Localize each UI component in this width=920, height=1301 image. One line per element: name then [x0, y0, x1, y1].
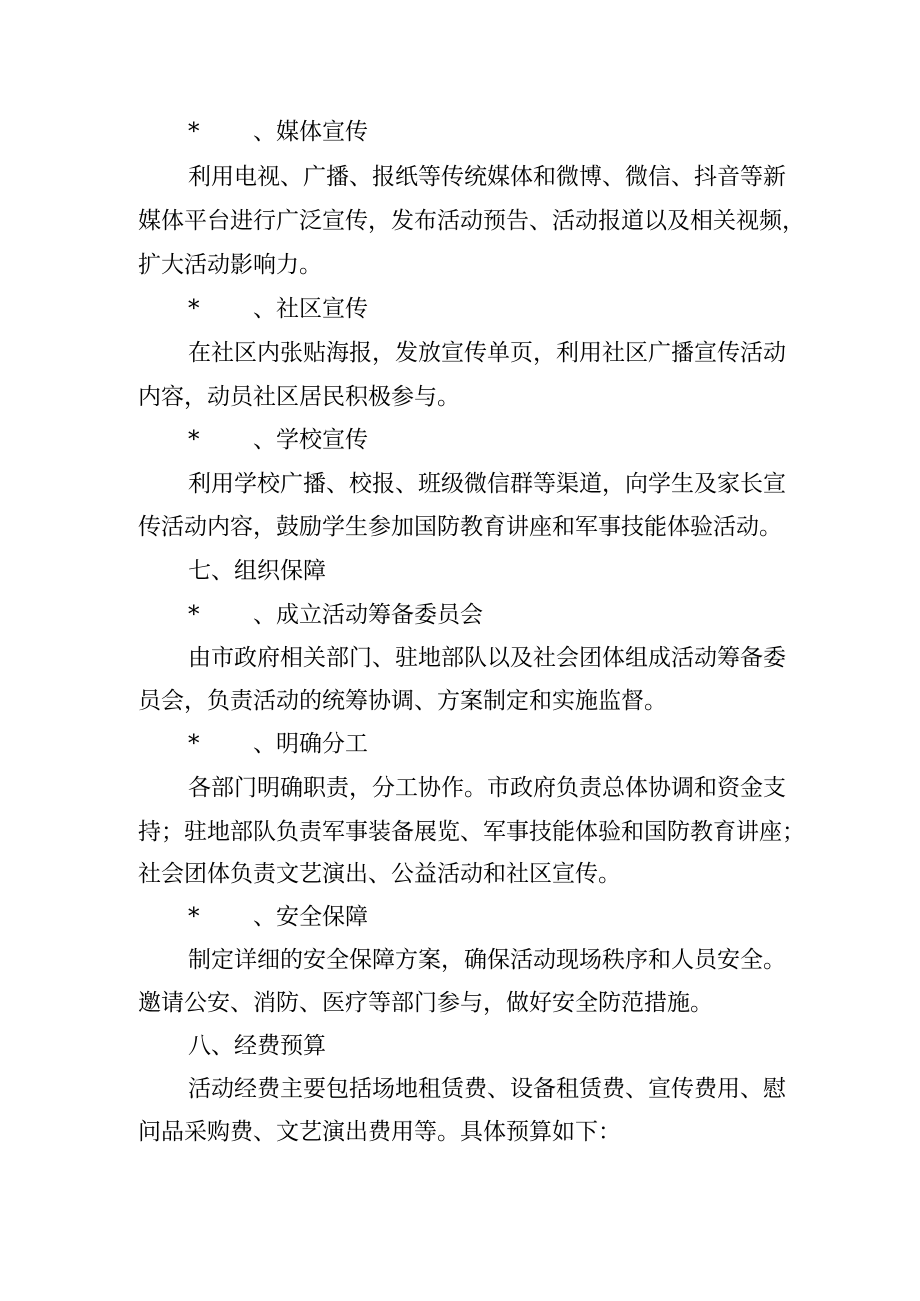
paragraph-line-text: 媒体平台进行广泛宣传，发布活动预告、活动报道以及相关视频，	[138, 208, 805, 234]
paragraph-line-text: 在社区内张贴海报，发放宣传单页，利用社区广播宣传活动	[188, 340, 786, 366]
paragraph-line-text: 持；驻地部队负责军事装备展览、军事技能体验和国防教育讲座；	[138, 819, 805, 845]
paragraph-line-text: 由市政府相关部门、驻地部队以及社会团体组成活动筹备委	[188, 645, 786, 671]
paragraph-line-text: 社会团体负责文艺演出、公益活动和社区宣传。	[138, 861, 621, 887]
bullet-heading: 、学校宣传	[253, 427, 368, 453]
bullet-marker: *	[188, 296, 200, 322]
paragraph-line-text: 传活动内容，鼓励学生参加国防教育讲座和军事技能体验活动。	[138, 514, 782, 540]
paragraph-line-text: 利用电视、广播、报纸等传统媒体和微博、微信、抖音等新	[188, 164, 786, 190]
bullet-marker: *	[188, 731, 200, 757]
bullet-marker: *	[188, 427, 200, 453]
paragraph-line-text: 利用学校广播、校报、班级微信群等渠道，向学生及家长宣	[188, 471, 786, 497]
bullet-heading: 、明确分工	[253, 731, 368, 757]
bullet-heading: 、成立活动筹备委员会	[253, 602, 483, 628]
paragraph-line-text: 邀请公安、消防、医疗等部门参与，做好安全防范措施。	[138, 990, 713, 1016]
paragraph-line-text: 内容，动员社区居民积极参与。	[138, 384, 460, 410]
paragraph-line-text: 员会，负责活动的统筹协调、方案制定和实施监督。	[138, 688, 667, 714]
section-heading-text: 八、经费预算	[188, 1033, 326, 1059]
bullet-heading: 、社区宣传	[253, 296, 368, 322]
bullet-heading: 、媒体宣传	[253, 119, 368, 145]
bullet-marker: *	[188, 119, 200, 145]
paragraph-line-text: 问品采购费、文艺演出费用等。具体预算如下：	[138, 1119, 621, 1145]
section-heading-text: 七、组织保障	[188, 558, 326, 584]
bullet-marker: *	[188, 904, 200, 930]
paragraph-line-text: 活动经费主要包括场地租赁费、设备租赁费、宣传费用、慰	[188, 1076, 786, 1102]
bullet-marker: *	[188, 602, 200, 628]
paragraph-line-text: 扩大活动影响力。	[138, 252, 322, 278]
bullet-heading: 、安全保障	[253, 904, 368, 930]
paragraph-line-text: 制定详细的安全保障方案，确保活动现场秩序和人员安全。	[188, 947, 786, 973]
paragraph-line-text: 各部门明确职责，分工协作。市政府负责总体协调和资金支	[188, 775, 786, 801]
